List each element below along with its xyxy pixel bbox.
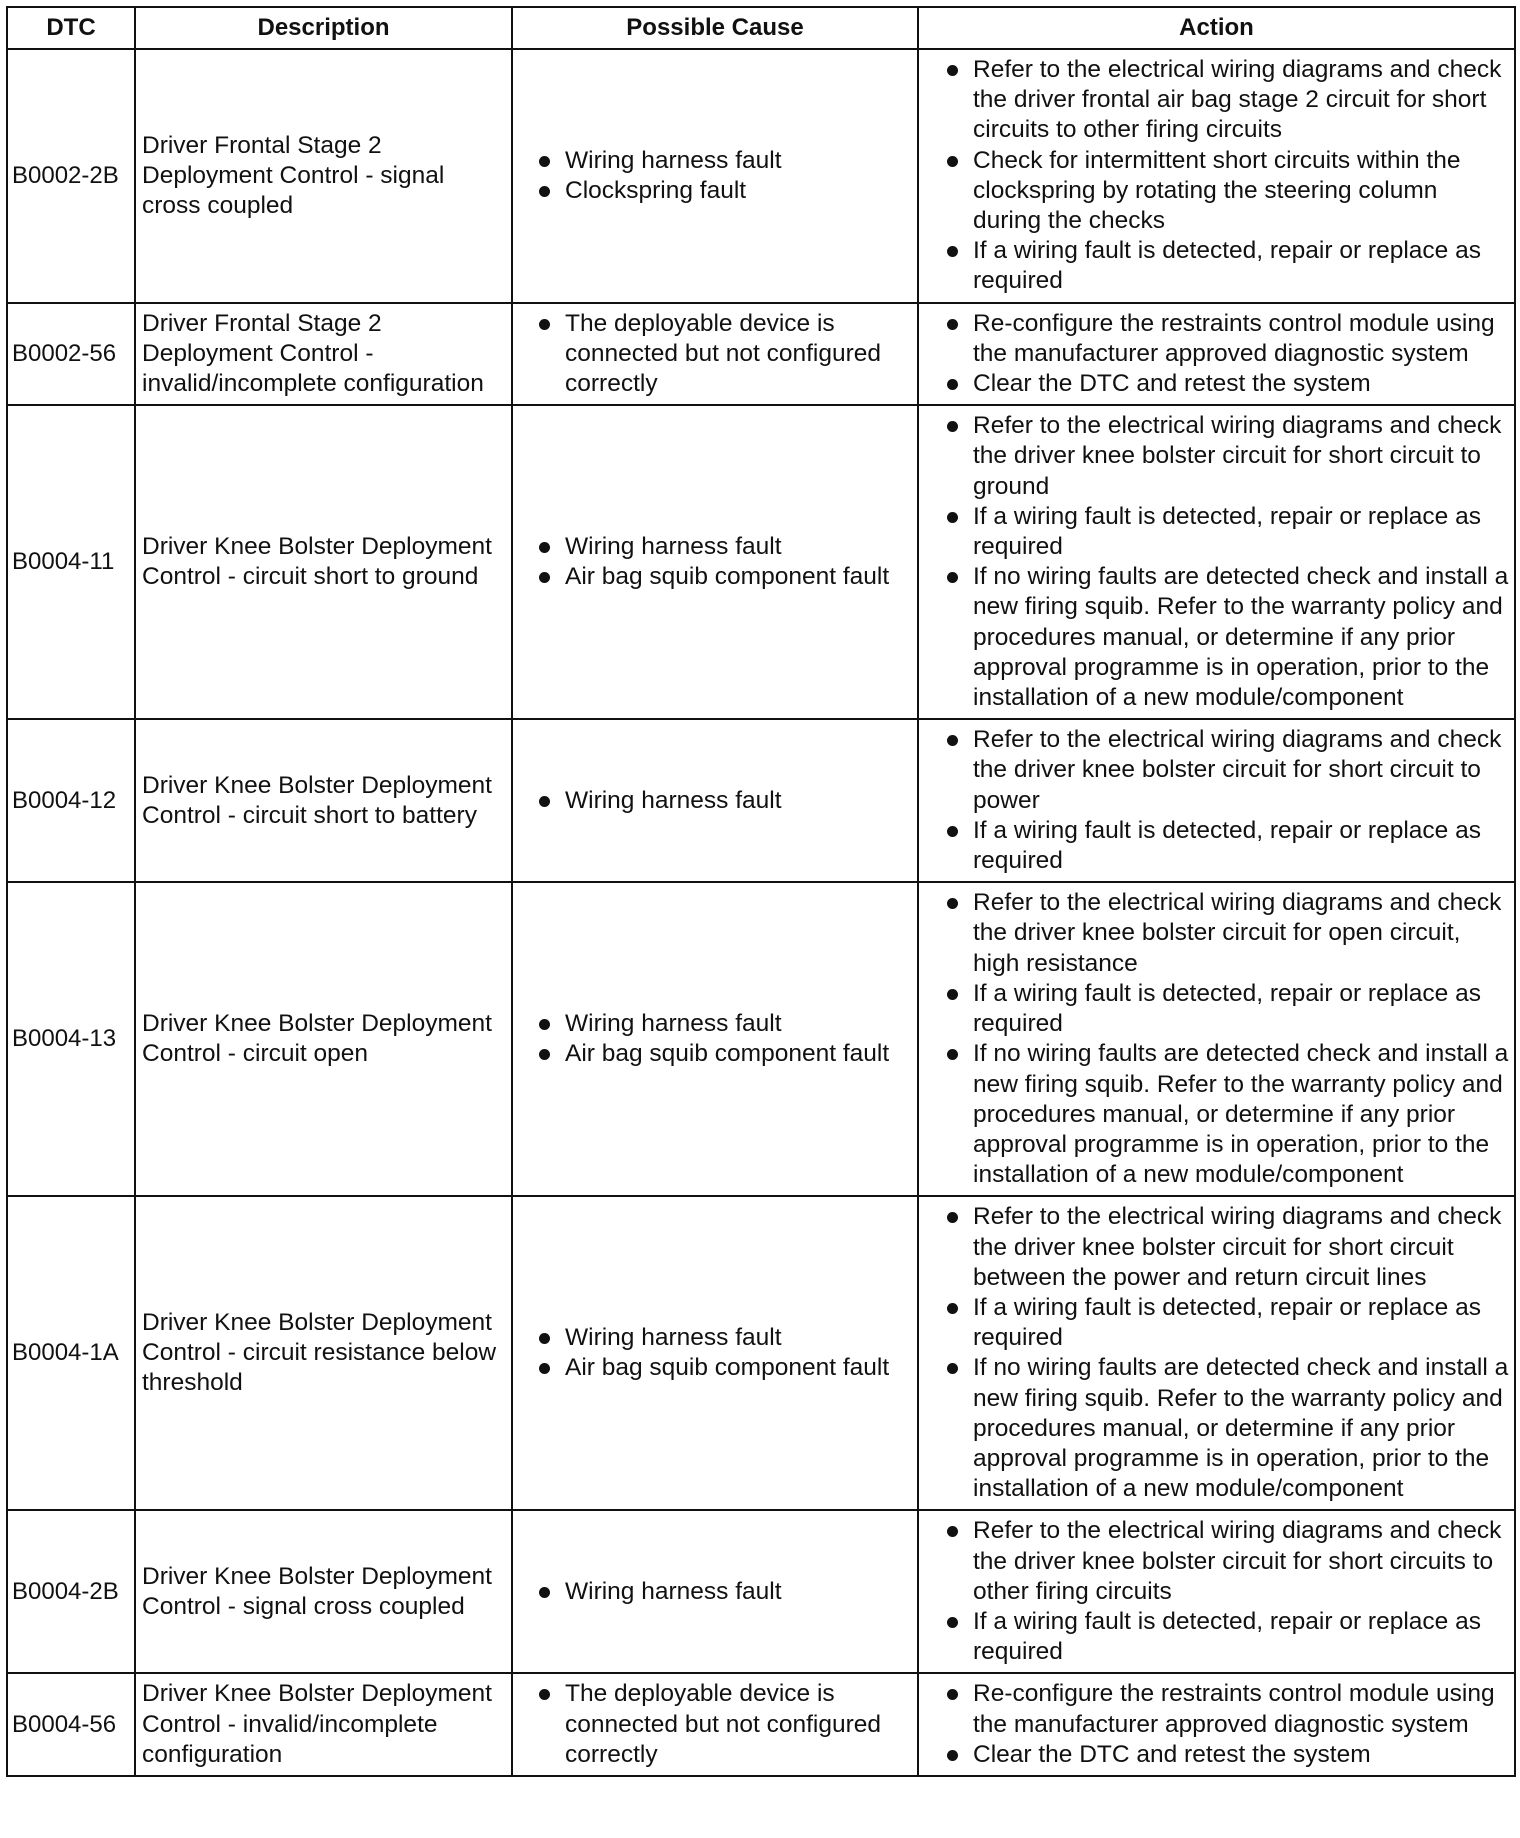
header-dtc: DTC bbox=[7, 7, 135, 49]
dtc-table bbox=[6, 6, 1516, 1777]
cause-list bbox=[519, 1577, 913, 1607]
dtc-code: B0004-1A bbox=[7, 1196, 135, 1510]
dtc-description: Driver Frontal Stage 2 Deployment Control - invalid/incomplete configuration bbox=[135, 303, 512, 406]
action-item: If a wiring fault is detected, repair or replace as required bbox=[925, 816, 1510, 876]
action-item: Check for intermittent short circuits within the clockspring by rotating the steering column during the checks bbox=[925, 146, 1510, 237]
action-cell bbox=[918, 1510, 1515, 1673]
action-cell bbox=[918, 719, 1515, 882]
cause-item: Air bag squib component fault bbox=[519, 562, 913, 592]
action-item: If a wiring fault is detected, repair or replace as required bbox=[925, 502, 1510, 562]
action-cell bbox=[918, 405, 1515, 719]
table-body bbox=[7, 49, 1515, 1776]
possible-cause-cell bbox=[512, 49, 918, 303]
action-cell bbox=[918, 882, 1515, 1196]
action-cell bbox=[918, 303, 1515, 406]
cause-item: Wiring harness fault bbox=[519, 1577, 913, 1607]
action-list bbox=[925, 55, 1510, 297]
action-item: If a wiring fault is detected, repair or replace as required bbox=[925, 1293, 1510, 1353]
cause-item: Clockspring fault bbox=[519, 176, 913, 206]
action-item: If no wiring faults are detected check and install a new firing squib. Refer to the warranty policy and procedures manual, or determine if any prior approval programme is in operation, prior to the installation of a new module/component bbox=[925, 562, 1510, 713]
possible-cause-cell bbox=[512, 1673, 918, 1776]
cause-list bbox=[519, 1323, 913, 1383]
action-item: Refer to the electrical wiring diagrams and check the driver knee bolster circuit for open circuit, high resistance bbox=[925, 888, 1510, 979]
cause-item: The deployable device is connected but not configured correctly bbox=[519, 309, 913, 400]
action-list bbox=[925, 1202, 1510, 1504]
action-item: If a wiring fault is detected, repair or replace as required bbox=[925, 236, 1510, 296]
action-item: Refer to the electrical wiring diagrams and check the driver knee bolster circuit for short circuit to ground bbox=[925, 411, 1510, 502]
table-row bbox=[7, 1673, 1515, 1776]
possible-cause-cell bbox=[512, 405, 918, 719]
action-item: If a wiring fault is detected, repair or replace as required bbox=[925, 1607, 1510, 1667]
dtc-description: Driver Knee Bolster Deployment Control - circuit short to ground bbox=[135, 405, 512, 719]
dtc-code: B0004-11 bbox=[7, 405, 135, 719]
dtc-code: B0004-2B bbox=[7, 1510, 135, 1673]
cause-item: Wiring harness fault bbox=[519, 786, 913, 816]
action-item: Clear the DTC and retest the system bbox=[925, 1740, 1510, 1770]
dtc-description: Driver Knee Bolster Deployment Control - invalid/incomplete configuration bbox=[135, 1673, 512, 1776]
table-row bbox=[7, 49, 1515, 303]
dtc-code: B0002-2B bbox=[7, 49, 135, 303]
dtc-description: Driver Knee Bolster Deployment Control - circuit short to battery bbox=[135, 719, 512, 882]
cause-item: Air bag squib component fault bbox=[519, 1353, 913, 1383]
action-item: Refer to the electrical wiring diagrams and check the driver knee bolster circuit for short circuit between the power and return circuit lines bbox=[925, 1202, 1510, 1293]
dtc-description: Driver Frontal Stage 2 Deployment Control - signal cross coupled bbox=[135, 49, 512, 303]
table-row bbox=[7, 405, 1515, 719]
action-list bbox=[925, 888, 1510, 1190]
action-cell bbox=[918, 1673, 1515, 1776]
dtc-code: B0004-12 bbox=[7, 719, 135, 882]
action-list bbox=[925, 1679, 1510, 1770]
action-item: If no wiring faults are detected check and install a new firing squib. Refer to the warranty policy and procedures manual, or determine if any prior approval programme is in operation, prior to the installation of a new module/component bbox=[925, 1353, 1510, 1504]
dtc-code: B0004-13 bbox=[7, 882, 135, 1196]
action-item: Re-configure the restraints control module using the manufacturer approved diagnostic system bbox=[925, 309, 1510, 369]
action-list bbox=[925, 309, 1510, 400]
action-item: Clear the DTC and retest the system bbox=[925, 369, 1510, 399]
action-list bbox=[925, 411, 1510, 713]
header-action: Action bbox=[918, 7, 1515, 49]
possible-cause-cell bbox=[512, 1196, 918, 1510]
cause-list bbox=[519, 1009, 913, 1069]
cause-item: Wiring harness fault bbox=[519, 1323, 913, 1353]
action-item: Refer to the electrical wiring diagrams and check the driver frontal air bag stage 2 circuit for short circuits to other firing circuits bbox=[925, 55, 1510, 146]
action-item: If a wiring fault is detected, repair or replace as required bbox=[925, 979, 1510, 1039]
header-description: Description bbox=[135, 7, 512, 49]
action-list bbox=[925, 725, 1510, 876]
table-row bbox=[7, 1196, 1515, 1510]
table-row bbox=[7, 1510, 1515, 1673]
cause-list bbox=[519, 532, 913, 592]
cause-item: Wiring harness fault bbox=[519, 532, 913, 562]
possible-cause-cell bbox=[512, 719, 918, 882]
possible-cause-cell bbox=[512, 1510, 918, 1673]
possible-cause-cell bbox=[512, 882, 918, 1196]
action-item: Re-configure the restraints control module using the manufacturer approved diagnostic system bbox=[925, 1679, 1510, 1739]
cause-list bbox=[519, 1679, 913, 1770]
action-list bbox=[925, 1516, 1510, 1667]
action-cell bbox=[918, 1196, 1515, 1510]
header-possible-cause: Possible Cause bbox=[512, 7, 918, 49]
header-row bbox=[7, 7, 1515, 49]
table-row bbox=[7, 303, 1515, 406]
action-item: Refer to the electrical wiring diagrams and check the driver knee bolster circuit for short circuits to other firing circuits bbox=[925, 1516, 1510, 1607]
cause-item: Wiring harness fault bbox=[519, 1009, 913, 1039]
cause-item: Wiring harness fault bbox=[519, 146, 913, 176]
table-row bbox=[7, 719, 1515, 882]
table-row bbox=[7, 882, 1515, 1196]
cause-item: Air bag squib component fault bbox=[519, 1039, 913, 1069]
dtc-code: B0002-56 bbox=[7, 303, 135, 406]
possible-cause-cell bbox=[512, 303, 918, 406]
dtc-description: Driver Knee Bolster Deployment Control - circuit open bbox=[135, 882, 512, 1196]
cause-list bbox=[519, 146, 913, 206]
action-item: Refer to the electrical wiring diagrams and check the driver knee bolster circuit for short circuit to power bbox=[925, 725, 1510, 816]
dtc-code: B0004-56 bbox=[7, 1673, 135, 1776]
action-item: If no wiring faults are detected check and install a new firing squib. Refer to the warranty policy and procedures manual, or determine if any prior approval programme is in operation, prior to the installation of a new module/component bbox=[925, 1039, 1510, 1190]
cause-list bbox=[519, 309, 913, 400]
dtc-description: Driver Knee Bolster Deployment Control - circuit resistance below threshold bbox=[135, 1196, 512, 1510]
action-cell bbox=[918, 49, 1515, 303]
cause-list bbox=[519, 786, 913, 816]
cause-item: The deployable device is connected but not configured correctly bbox=[519, 1679, 913, 1770]
dtc-description: Driver Knee Bolster Deployment Control - signal cross coupled bbox=[135, 1510, 512, 1673]
